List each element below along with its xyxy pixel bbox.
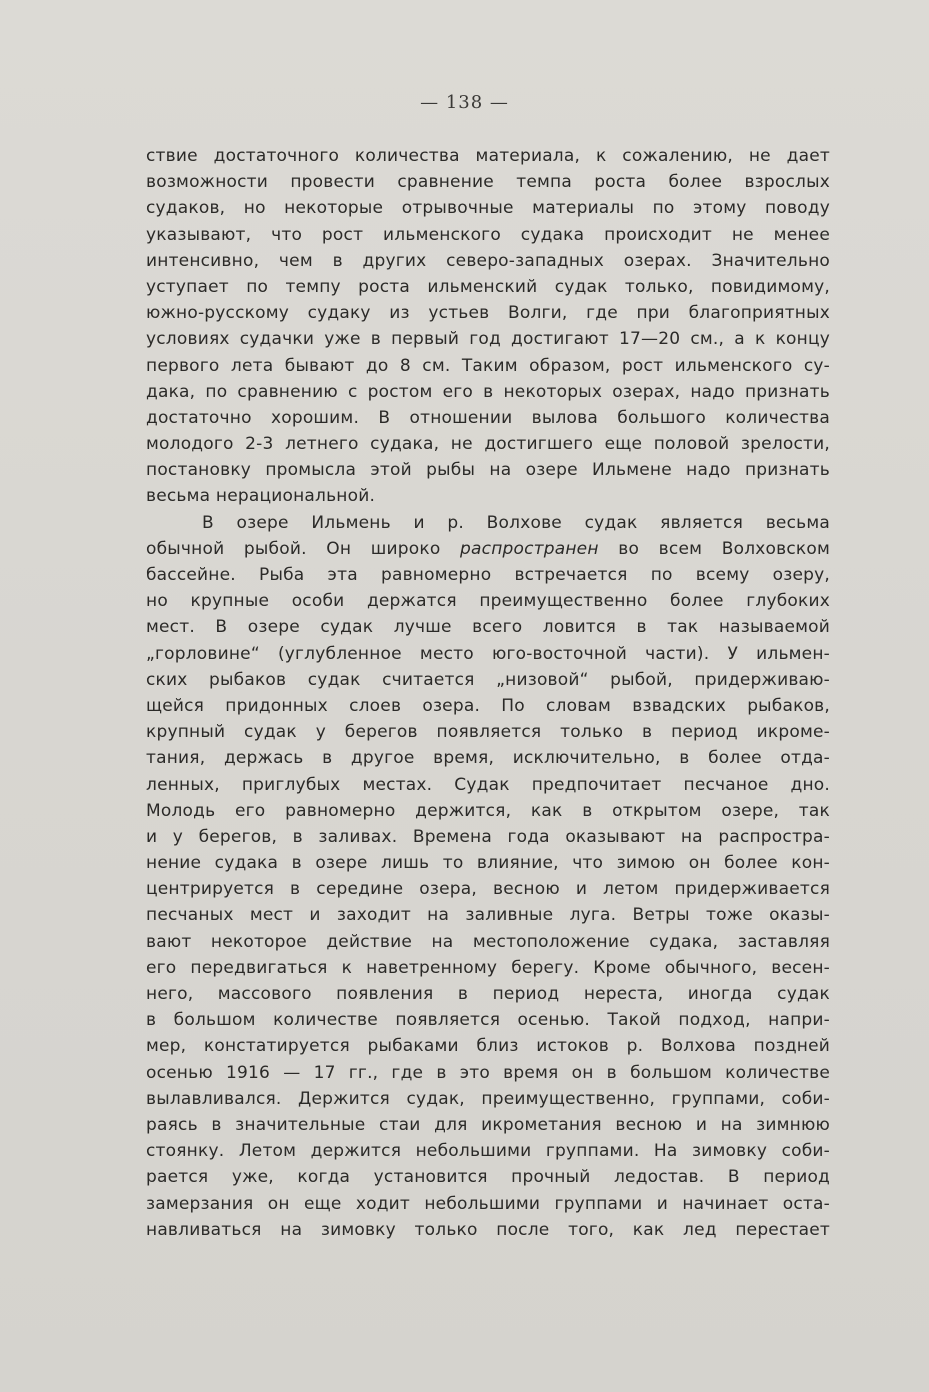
text-line: вают некоторое действие на местоположение судака, заставляя [146, 931, 830, 952]
text-line: навливаться на зимовку только после того, как лед перестает [146, 1219, 830, 1240]
text-line: в большом количестве появляется осенью. Такой подход, напри- [146, 1010, 830, 1031]
body-text [146, 143, 830, 1243]
text-line: интенсивно, чем в других северо-западных озерах. Значительно [146, 250, 830, 271]
text-line: условиях судачки уже в первый год достигают 17—20 см., а к концу [146, 329, 830, 350]
text-line: замерзания он еще ходит небольшими группами и начинает оста- [146, 1193, 830, 1214]
text-line: стоянку. Летом держится небольшими группами. На зимовку соби- [146, 1141, 830, 1162]
text-line: крупный судак у берегов появляется только в период икроме- [146, 722, 830, 743]
text-line-with-italic [146, 536, 830, 562]
text-line: „горловине“ (углубленное место юго-восточной части). У ильмен- [146, 643, 830, 664]
italic-word: распространен [460, 538, 599, 559]
text-line: достаточно хорошим. В отношении вылова большого количества [146, 407, 830, 428]
text-segment: во всем Волховском [598, 538, 830, 559]
text-line: рается уже, когда установится прочный ледостав. В период [146, 1167, 830, 1188]
text-line: осенью 1916 — 17 гг., где в это время он в большом количестве [146, 1062, 830, 1083]
text-line: мер, констатируется рыбаками близ истоков р. Волхова поздней [146, 1036, 830, 1057]
text-line: молодого 2-3 летнего судака, не достигшего еще половой зрелости, [146, 434, 830, 455]
text-line: него, массового появления в период нереста, иногда судак [146, 984, 830, 1004]
text-line: и у берегов, в заливах. Времена года оказывают на распростра- [146, 826, 830, 847]
text-line: но крупные особи держатся преимущественно более глубоких [146, 591, 830, 612]
text-line: южно-русскому судаку из устьев Волги, где при благоприятных [146, 303, 830, 324]
text-line: песчаных мест и заходит на заливные луга. Ветры тоже оказы- [146, 905, 830, 926]
text-line: дака, по сравнению с ростом его в некоторых озерах, надо признать [146, 381, 830, 402]
text-line: Молодь его равномерно держится, как в открытом озере, так [146, 800, 830, 821]
text-line: уступает по темпу роста ильменский судак только, повидимому, [146, 276, 830, 297]
text-line: тания, держась в другое время, исключительно, в более отда- [146, 748, 830, 769]
text-line: нение судака в озере лишь то влияние, что зимою он более кон- [146, 853, 830, 874]
text-line: постановку промысла этой рыбы на озере Ильмене надо признать [146, 460, 830, 481]
text-line: ских рыбаков судак считается „низовой“ рыбой, придерживаю- [146, 669, 830, 690]
text-line: раясь в значительные стаи для икрометания весною и на зимнюю [146, 1114, 830, 1135]
text-line: бассейне. Рыба эта равномерно встречается по всему озеру, [146, 565, 830, 585]
text-line: судаков, но некоторые отрывочные материалы по этому поводу [146, 198, 830, 219]
text-line: первого лета бывают до 8 см. Таким образом, рост ильменского су- [146, 355, 830, 376]
page-number: — 138 — [420, 92, 509, 113]
text-line: его передвигаться к наветренному берегу. Кроме обычного, весен- [146, 957, 830, 978]
text-line: ленных, приглубых местах. Судак предпочитает песчаное дно. [146, 774, 830, 795]
text-line: возможности провести сравнение темпа роста более взрослых [146, 172, 830, 193]
text-line: центрируется в середине озера, весною и летом придерживается [146, 879, 830, 900]
text-line: мест. В озере судак лучше всего ловится в так называемой [146, 617, 830, 638]
paragraph-start-line: В озере Ильмень и р. Волхове судак является весьма [202, 512, 830, 533]
text-line: щейся придонных слоев озера. По словам взвадских рыбаков, [146, 695, 830, 716]
text-segment: обычной рыбой. Он широко [146, 538, 461, 559]
text-line: весьма нерациональной. [146, 486, 376, 507]
text-line: указывают, что рост ильменского судака происходит не менее [146, 224, 830, 245]
text-line: вылавливался. Держится судак, преимущественно, группами, соби- [146, 1088, 830, 1109]
text-line: ствие достаточного количества материала, к сожалению, не дает [146, 146, 830, 166]
